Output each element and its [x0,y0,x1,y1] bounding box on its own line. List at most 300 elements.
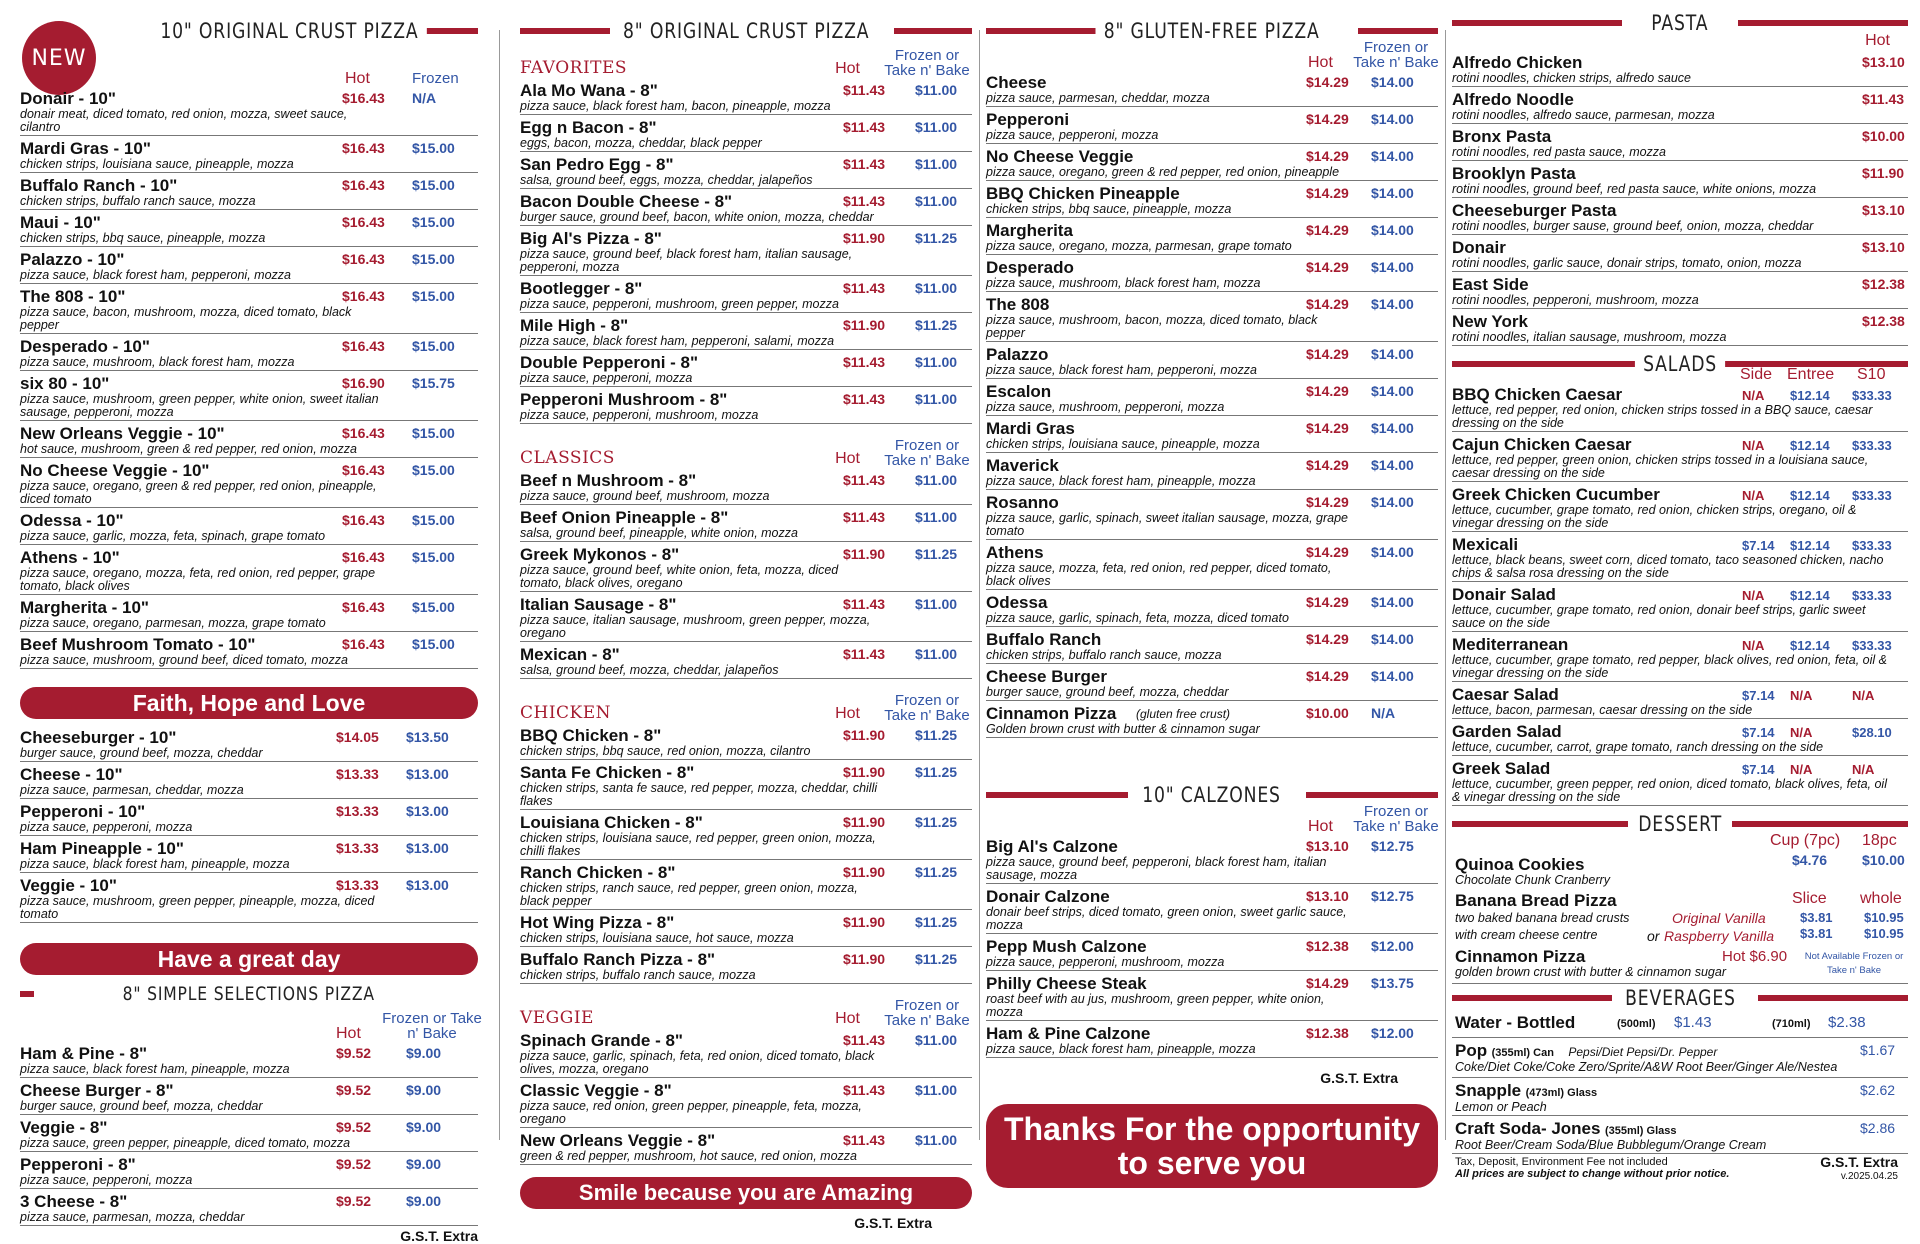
frozen-price: $14.00 [1371,631,1414,647]
item-desc: pizza sauce, red onion, green pepper, pineapple, feta, mozza, oregano [520,1099,862,1126]
hot-price: $11.43 [843,156,886,172]
entree-price: $12.14 [1790,438,1830,453]
menu-item [20,421,478,458]
frozen-price: $11.25 [915,914,958,930]
item-desc: pizza sauce, ground beef, white onion, feta, mozza, diced tomato, black olives, oregano [520,563,839,590]
item-desc: lettuce, bacon, parmesan, caesar dressing on the side [1452,703,1753,717]
item-name: Buffalo Ranch - 10" [20,176,178,195]
menu-item [986,1021,1438,1058]
subsection-title: FAVORITES [520,58,628,78]
item-name: Pepperoni [986,110,1070,129]
item-desc: pizza sauce, ground beef, black forest ham, italian sausage, pepperoni, mozza [520,247,853,274]
menu-item [20,508,478,545]
flavors: Pepsi/Diet Pepsi/Dr. Pepper [1568,1045,1718,1059]
item-desc: pizza sauce, bacon, mushroom, mozza, diced tomato, black pepper [20,305,352,332]
menu-item [520,592,972,642]
item-name: Louisiana Chicken - 8" [520,813,703,832]
hot-price: Hot $6.90 [1722,948,1788,965]
hot-price: $11.43 [843,193,886,209]
frozen-price: $11.00 [915,82,958,98]
frozen-price: $9.00 [406,1119,442,1135]
item-name: Beef Mushroom Tomato - 10" [20,635,256,654]
frozen-price: $15.00 [412,425,455,441]
item-desc: pizza sauce, mushroom, green pepper, pineapple, mozza, diced tomato [20,894,375,921]
menu-item [1452,235,1908,272]
side-price: $7.14 [1742,688,1775,703]
hot-price: $11.43 [843,354,886,370]
size: (710ml) [1772,1018,1811,1030]
item-name: BBQ Chicken - 8" [520,726,662,745]
item-name: BBQ Chicken Caesar [1452,385,1623,404]
cup-header: Cup (7pc) [1770,832,1841,849]
item-desc: rotini noodles, chicken strips, alfredo sauce [1452,71,1692,85]
item-name: Buffalo Ranch [986,630,1102,649]
item-name: Caesar Salad [1452,685,1559,704]
salad-item [1452,682,1908,719]
menu-item [986,107,1438,144]
hot-price: $11.90 [843,914,886,930]
frozen-price: $15.00 [412,512,455,528]
smile-banner: Smile because you are Amazing [520,1177,972,1209]
item-desc: pizza sauce, parmesan, cheddar, mozza [986,91,1210,105]
frozen-price: $11.00 [915,509,958,525]
hot-price: $14.29 [1306,383,1349,399]
section-header [1452,10,1908,36]
section-title: SALADS [1635,352,1725,376]
frozen-price: N/A [412,90,437,106]
item-name: 3 Cheese - 8" [20,1192,128,1211]
hot-price: $12.38 [1862,313,1905,329]
menu-item [520,910,972,947]
frozen-price: $13.00 [406,840,449,856]
item-name: Bronx Pasta [1452,127,1552,146]
item-name: Escalon [986,382,1052,401]
hot-price: $13.10 [1306,888,1349,904]
item-name: Brooklyn Pasta [1452,164,1576,183]
menu-item [20,247,478,284]
hot-price: $13.10 [1862,54,1905,70]
menu-item [986,416,1438,453]
item-desc: rotini noodles, alfredo sauce, parmesan, mozza [1452,108,1715,122]
item-name: The 808 [986,295,1050,314]
item-desc: donair beef strips, diced tomato, green onion, sweet garlic sauce, mozza [986,905,1347,932]
menu-item [986,181,1438,218]
item-desc: chicken strips, louisiana sauce, red pepper, green onion, mozza, chilli flakes [520,831,876,858]
menu-item [520,760,972,810]
hot-price: $16.43 [342,251,385,267]
thanks-banner: Thanks For the opportunity to serve you [986,1104,1438,1188]
item-desc: pizza sauce, pepperoni, mushroom, mozza [520,408,759,422]
menu-item [20,1041,478,1078]
item-desc: lettuce, red pepper, red onion, chicken strips tossed in a BBQ sauce, caesar dressing on the side [1452,403,1873,430]
s10-price: N/A [1852,688,1875,703]
slice-price: $3.81 [1800,910,1833,925]
item-desc: roast beef with au jus, mushroom, green pepper, white onion, mozza [986,992,1325,1019]
item-name: Big Al's Pizza - 8" [520,229,662,248]
hot-header: Hot [835,1010,860,1027]
item-desc: chicken strips, louisiana sauce, pineapple, mozza [20,157,294,171]
subheader-veggie [520,998,972,1028]
item-desc: pizza sauce, black forest ham, pepperoni, mozza [986,363,1257,377]
frozen-header: Frozen or Take n' Bake [884,692,970,724]
menu-item [20,595,478,632]
entree-price: N/A [1790,762,1813,777]
hot-header: Hot [835,705,860,722]
frozen-price: $14.00 [1371,74,1414,90]
salad-item [1452,719,1908,756]
item-desc: rotini noodles, ground beef, red pasta sauce, white onions, mozza [1452,182,1817,196]
menu-item [986,342,1438,379]
hot-price: $11.90 [843,864,886,880]
frozen-price: $15.00 [412,140,455,156]
hot-price: $16.43 [342,636,385,652]
menu-item [520,860,972,910]
menu-item [520,78,972,115]
item-desc: chicken strips, buffalo ranch sauce, mozza [986,648,1222,662]
s10-price: $33.33 [1852,488,1892,503]
hot-header: Hot [1308,54,1333,71]
item-name: Rosanno [986,493,1059,512]
side-price: N/A [1742,638,1765,653]
s10-price: $33.33 [1852,638,1892,653]
frozen-price: $12.75 [1371,888,1414,904]
item-name: Pepperoni - 8" [20,1155,136,1174]
column-pasta-salad-dessert [1452,0,1908,1182]
hot-price: $14.29 [1306,544,1349,560]
18pc-price: $10.00 [1862,852,1905,868]
menu-item [986,540,1438,590]
hot-header: Hot [1865,32,1890,49]
menu-item [986,884,1438,934]
frozen-price: $11.00 [915,1132,958,1148]
frozen-price: $11.00 [915,596,958,612]
item-desc: pizza sauce, mushroom, black forest ham, mozza [986,276,1261,290]
hot-price: $16.43 [342,90,385,106]
item-name: Garden Salad [1452,722,1562,741]
hot-price: $16.43 [342,599,385,615]
item-desc: pizza sauce, black forest ham, pepperoni, salami, mozza [520,334,835,348]
hot-price: $14.29 [1306,975,1349,991]
item-desc: pizza sauce, parmesan, mozza, cheddar [20,1210,245,1224]
item-desc: pizza sauce, mushroom, ground beef, diced tomato, mozza [20,653,348,667]
frozen-price: $14.00 [1371,222,1414,238]
gst-note: G.S.T. Extra [400,1228,478,1244]
item-name: Maui - 10" [20,213,101,232]
salad-item [1452,582,1908,632]
hot-price: $11.43 [843,646,886,662]
menu-item [20,799,478,836]
entree-price: $12.14 [1790,488,1830,503]
menu-item [1452,272,1908,309]
section-header [520,14,972,48]
menu-item [520,189,972,226]
frozen-price: N/A [1371,705,1396,721]
hot-price: $13.33 [336,840,379,856]
item-desc: pizza sauce, mozza, feta, red onion, red pepper, diced tomato, black olives [986,561,1332,588]
menu-item [986,834,1438,884]
menu-item [1452,124,1908,161]
item-desc: pizza sauce, oregano, parmesan, mozza, grape tomato [20,616,326,630]
frozen-price: $11.00 [915,646,958,662]
frozen-price: $15.00 [412,462,455,478]
menu-item [520,947,972,984]
hot-price: $16.43 [342,338,385,354]
hot-price: $12.38 [1306,1025,1349,1041]
cup-price: $4.76 [1792,852,1828,868]
menu-item [520,542,972,592]
frozen-price: $15.75 [412,375,455,391]
section-title: DESSERT [1630,812,1730,836]
hot-price: $13.10 [1862,202,1905,218]
frozen-price: $13.75 [1371,975,1414,991]
list-item [1452,1078,1908,1116]
hot-price: $11.43 [843,596,886,612]
item-name: New York [1452,312,1528,331]
item-name: Desperado [986,258,1074,277]
menu-item [20,371,478,421]
hot-price: $12.38 [1306,938,1349,954]
item-name: Pepperoni Mushroom - 8" [520,390,728,409]
item-name: Cheese Burger - 8" [20,1081,174,1100]
hot-price: $11.90 [843,814,886,830]
column-gluten-free [986,0,1439,1181]
item-desc: lettuce, cucumber, grape tomato, red onion, chicken strips, oregano, oil & vinegar dressing on the side [1452,503,1857,530]
hot-price: $10.00 [1862,128,1905,144]
whole-price: $10.95 [1864,910,1904,925]
menu-item [20,632,478,669]
tax-note: Tax, Deposit, Environment Fee not included [1455,1156,1668,1168]
hot-price: $11.90 [843,727,886,743]
hot-price: $9.52 [336,1193,372,1209]
s10-header: S10 [1857,366,1886,383]
side-price: N/A [1742,388,1765,403]
item-name: Mardi Gras - 10" [20,139,151,158]
frozen-price: $11.25 [915,546,958,562]
frozen-price: $15.00 [412,599,455,615]
great-day-banner: Have a great day [20,943,478,975]
hot-price: $14.29 [1306,594,1349,610]
slice-header: Slice [1792,890,1827,907]
item-desc: green & red pepper, mushroom, hot sauce, red onion, mozza [520,1149,857,1163]
item-desc: burger sauce, ground beef, mozza, cheddar [20,746,263,760]
item-desc: chicken strips, bbq sauce, red onion, mozza, cilantro [520,744,811,758]
hot-price: $11.43 [843,1032,886,1048]
item-desc: chicken strips, buffalo ranch sauce, mozza [520,968,756,982]
section-title: BEVERAGES [1616,986,1743,1010]
frozen-price: $9.00 [406,1193,442,1209]
frozen-header: Frozen or Take n' Bake [1353,803,1439,835]
item-desc: pizza sauce, pepperoni, mozza [20,1173,193,1187]
hot-price: $9.52 [336,1156,372,1172]
not-available-note: Not Available Frozen or Take n' Bake [1804,951,1904,976]
item-name: East Side [1452,275,1529,294]
frozen-price: $13.00 [406,877,449,893]
item-name: Pop [1455,1041,1488,1060]
entree-price: N/A [1790,725,1813,740]
frozen-price: $11.25 [915,317,958,333]
item-desc: pizza sauce, mushroom, black forest ham, mozza [20,355,295,369]
side-price: $7.14 [1742,725,1775,740]
hot-price: $11.90 [843,317,886,333]
hot-price: $14.29 [1306,185,1349,201]
item-desc: lettuce, black beans, sweet corn, diced tomato, taco seasoned chicken, nacho chips & salsa rosa dressing on the side [1452,553,1884,580]
item-name: Cinnamon Pizza [1455,947,1586,966]
salad-item [1452,756,1908,806]
hot-price: $13.33 [336,803,379,819]
item-note: (gluten free crust) [1136,707,1231,721]
menu-item [1452,198,1908,235]
hot-price: $11.90 [843,951,886,967]
item-name: Veggie - 10" [20,876,117,895]
gst-note: G.S.T. Extra [854,1215,932,1231]
frozen-price: $14.00 [1371,668,1414,684]
s10-price: $28.10 [1852,725,1892,740]
hot-price: $14.29 [1306,668,1349,684]
flavor-2: Raspberry Vanilla [1664,928,1774,944]
hot-price: $13.10 [1306,838,1349,854]
menu-item [986,701,1438,738]
size: (355ml) Glass [1604,1125,1677,1137]
frozen-price: $11.00 [915,1032,958,1048]
frozen-price: $9.00 [406,1082,442,1098]
hot-price: $11.43 [843,1132,886,1148]
item-name: Donair [1452,238,1506,257]
item-desc: pizza sauce, oregano, mozza, parmesan, grape tomato [986,239,1292,253]
menu-item [20,762,478,799]
menu-item [986,590,1438,627]
s10-price: N/A [1852,762,1875,777]
item-desc: pizza sauce, pepperoni, mozza [520,371,693,385]
item-name: Greek Mykonos - 8" [520,545,680,564]
item-desc: burger sauce, ground beef, bacon, white onion, mozza, cheddar [520,210,874,224]
hot-price: $16.43 [342,549,385,565]
slice-price: $3.81 [1800,926,1833,941]
whole-price: $10.95 [1864,926,1904,941]
hot-price: $14.29 [1306,494,1349,510]
hot-header: Hot [835,450,860,467]
menu-item [20,1152,478,1189]
version: v.2025.04.25 [1840,1171,1898,1182]
menu-item [520,152,972,189]
item-name: Ranch Chicken - 8" [520,863,676,882]
menu-item [520,1028,972,1078]
item-name: Cheeseburger - 10" [20,728,177,747]
item-desc: salsa, ground beef, eggs, mozza, cheddar, jalapeños [520,173,813,187]
whole-header: whole [1860,890,1902,907]
frozen-price: $11.25 [915,814,958,830]
frozen-price: $14.00 [1371,494,1414,510]
frozen-price: $11.00 [915,391,958,407]
menu-item [1452,87,1908,124]
menu-item [20,873,478,923]
section-header [20,981,478,1007]
list-item [1452,1038,1908,1078]
hot-price: $11.43 [843,82,886,98]
column-10in-pizza [20,0,482,1244]
frozen-price: $12.75 [1371,838,1414,854]
item-desc: two baked banana bread crusts [1455,911,1630,925]
hot-price: $11.43 [843,280,886,296]
item-desc: burger sauce, ground beef, mozza, cheddar [986,685,1229,699]
item-desc: Lemon or Peach [1455,1100,1547,1114]
frozen-price: $15.00 [412,288,455,304]
item-name: Palazzo [986,345,1049,364]
entree-price: $12.14 [1790,588,1830,603]
list-item [1452,852,1908,888]
menu-item [986,379,1438,416]
menu-item [1452,161,1908,198]
18pc-header: 18pc [1862,832,1897,849]
item-name: six 80 - 10" [20,374,110,393]
menu-item [986,70,1438,107]
item-name: San Pedro Egg - 8" [520,155,674,174]
item-name: Double Pepperoni - 8" [520,353,699,372]
flavor-1: Original Vanilla [1672,910,1766,926]
hot-price: $11.90 [843,764,886,780]
item-name: Athens - 10" [20,548,120,567]
frozen-price: $15.00 [412,338,455,354]
item-name: Buffalo Ranch Pizza - 8" [520,950,716,969]
item-name: Donair Calzone [986,887,1110,906]
hot-price: $13.10 [1862,239,1905,255]
section-header [1452,986,1908,1010]
item-desc: rotini noodles, italian sausage, mushroom, mozza [1452,330,1727,344]
section-title: PASTA [1643,11,1716,35]
entree-price: $12.14 [1790,388,1830,403]
item-desc: Root Beer/Cream Soda/Blue Bubblegum/Orange Cream [1455,1138,1767,1152]
hot-price: $14.29 [1306,457,1349,473]
or-text: or [1647,928,1660,944]
frozen-header: Frozen or Take n' Bake [1353,39,1439,71]
item-name: Classic Veggie - 8" [520,1081,672,1100]
item-name: Desperado - 10" [20,337,150,356]
hot-price: $12.38 [1862,276,1905,292]
item-name: Cheese - 10" [20,765,123,784]
item-name: Veggie - 8" [20,1118,108,1137]
item-desc: pizza sauce, black forest ham, bacon, pineapple, mozza [520,99,831,113]
hot-header: Hot [345,70,370,87]
frozen-price: $9.00 [406,1045,442,1061]
item-name: Mile High - 8" [520,316,629,335]
item-name: Margherita - 10" [20,598,149,617]
menu-item [986,627,1438,664]
item-name: Mardi Gras [986,419,1075,438]
subheader-classics [520,438,972,468]
gst-note: G.S.T. Extra [1320,1070,1398,1086]
item-desc: chicken strips, louisiana sauce, hot sauce, mozza [520,931,794,945]
item-name: Ham Pineapple - 10" [20,839,184,858]
frozen-price: $15.00 [412,549,455,565]
menu-item [520,115,972,152]
hot-price: $11.43 [843,119,886,135]
item-desc: burger sauce, ground beef, mozza, cheddar [20,1099,263,1113]
item-name: Donair Salad [1452,585,1556,604]
item-desc: chicken strips, louisiana sauce, pineapple, mozza [986,437,1260,451]
item-name: New Orleans Veggie - 8" [520,1131,716,1150]
item-name: Donair - 10" [20,89,116,108]
hot-price: $11.90 [843,230,886,246]
frozen-price: $13.50 [406,729,449,745]
price: $1.67 [1860,1042,1896,1058]
salad-item [1452,382,1908,432]
section-header [100,14,478,48]
item-desc: pizza sauce, pepperoni, mozza [20,820,193,834]
item-desc: golden brown crust with butter & cinnamon sugar [1455,965,1726,979]
frozen-price: $12.00 [1371,1025,1414,1041]
item-desc: Golden brown crust with butter & cinnamon sugar [986,722,1260,736]
item-desc: pizza sauce, garlic, spinach, sweet italian sausage, mozza, grape tomato [986,511,1348,538]
faith-banner: Faith, Hope and Love [20,687,478,719]
